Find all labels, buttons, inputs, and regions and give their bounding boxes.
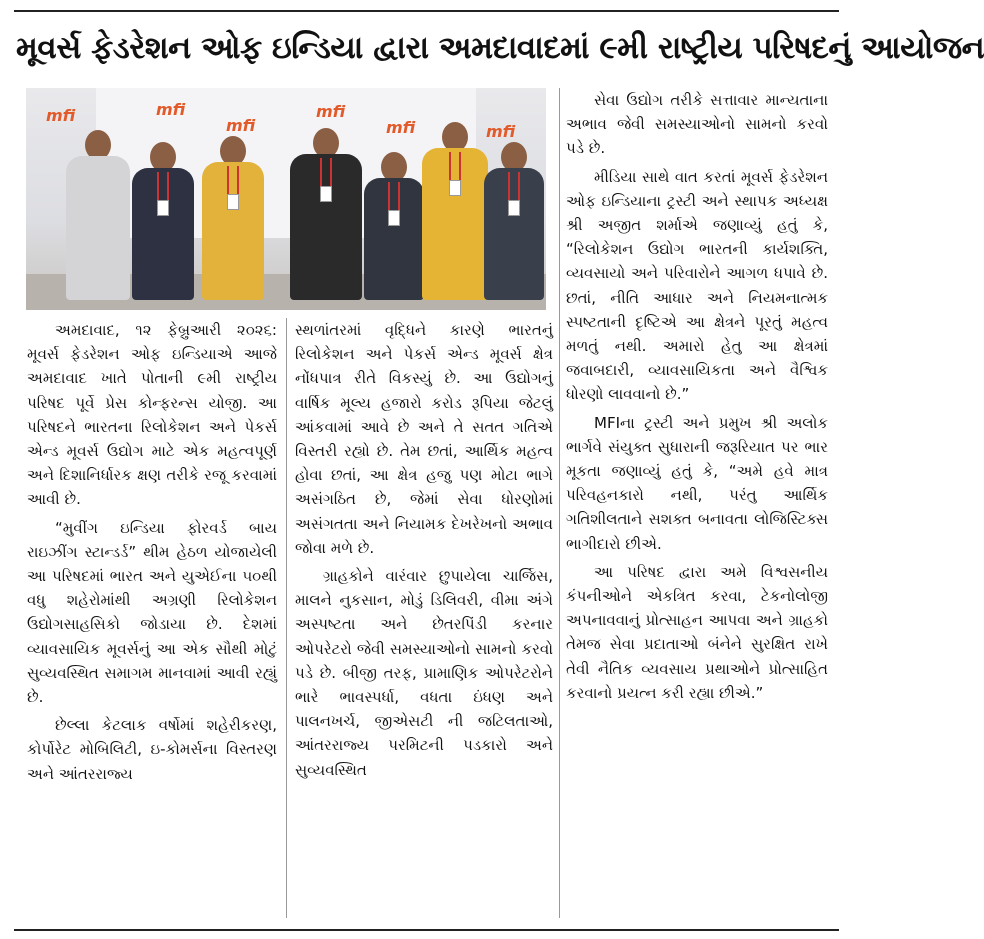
column-divider	[559, 88, 560, 918]
paragraph: આ પરિષદ દ્વારા અમે વિશ્વસનીય કંપનીઓને એકત્રિત કરવા, ટેકનોલોજી અપનાવવાનું પ્રોત્સાહન આપવા અને ગ્રાહકો તેમજ સેવા પ્રદાતાઓ બંનેને સુરક્ષિત રાખે તેવી નૈતિક વ્યવસાય પ્રથાઓને પ્રોત્સાહિત કરવાનો પ્રયત્ન કરી રહ્યા છીએ.”	[566, 562, 828, 702]
bottom-rule	[14, 929, 839, 931]
mfi-logo: mfi	[316, 102, 346, 121]
paragraph: “મુવીંગ ઇન્ડિયા ફોરવર્ડ બાય રાઇઝીંગ સ્ટાન્ડર્ડ” થીમ હેઠળ યોજાયેલી આ પરિષદમાં ભારત અને યુએઈના ૫૦થી વધુ શહેરોમાંથી અગ્રણી રિલોકેશન ઉદ્યોગસાહસિકો જોડાયા છે. દેશમાં વ્યાવસાયિક મૂવર્સનું આ એક સૌથી મોટું સુવ્યવસ્થિત સમાગમ માનવામાં આવી રહ્યું છે.	[27, 518, 277, 707]
person	[290, 128, 362, 300]
paragraph: MFIના ટ્રસ્ટી અને પ્રમુખ શ્રી અલોક ભાર્ગવે સંયુક્ત સુધારાની જરૂરિયાત પર ભાર મૂકતા જણાવ્યું હતું કે, “અમે હવે માત્ર પરિવહનકારો નથી, પરંતુ આર્થિક ગતિશીલતાને સશક્ત બનાવતા લોજિસ્ટિક્સ ભાગીદારો છીએ.	[566, 413, 828, 553]
mfi-logo: mfi	[386, 118, 416, 137]
person	[484, 142, 544, 300]
person	[364, 152, 424, 300]
mfi-logo: mfi	[226, 116, 256, 135]
mfi-logo: mfi	[486, 122, 516, 141]
paragraph: સ્થળાંતરમાં વૃદ્ધિને કારણે ભારતનું રિલોકેશન અને પેકર્સ એન્ડ મૂવર્સ ક્ષેત્ર નોંધપાત્ર રીતે વિકસ્યું છે. આ ઉદ્યોગનું વાર્ષિક મૂલ્ય હજારો કરોડ રૂપિયા જેટલું આંકવામાં આવે છે અને તે સતત ગતિએ વિસ્તરી રહ્યો છે. તેમ છતાં, આર્થિક મહત્વ હોવા છતાં, આ ક્ષેત્ર હજુ પણ મોટા ભાગે અસંગઠિત છે, જેમાં સેવા ધોરણોમાં અસંગતતા અને નિયામક દેખરેખનો અભાવ જોવા મળે છે.	[295, 321, 553, 557]
person	[422, 122, 488, 300]
paragraph: ગ્રાહકોને વારંવાર છુપાયેલા ચાર્જિસ, માલને નુકસાન, મોડું ડિલિવરી, વીમા અંગે અસ્પષ્ટતા અને છેતરપિંડી કરનાર ઓપરેટરો જેવી સમસ્યાઓનો સામનો કરવો પડે છે. બીજી તરફ, પ્રામાણિક ઓપરેટરોને ભારે ભાવસ્પર્ધા, વધતા ઇંધણ અને પાલનખર્ચ, જીએસટી ની જટિલતાઓ, આંતરરાજ્ય પરમિટની પડકારો અને સુવ્યવસ્થિત	[295, 567, 553, 779]
person	[132, 142, 194, 300]
article-column-2	[295, 318, 553, 786]
article-column-3	[566, 88, 828, 709]
paragraph: મીડિયા સાથે વાત કરતાં મૂવર્સ ફેડરેશન ઓફ ઇન્ડિયાના ટ્રસ્ટી અને સ્થાપક અધ્યક્ષ શ્રી અજીત શર્માએ જણાવ્યું હતું કે, “રિલોકેશન ઉદ્યોગ ભારતની કાર્યશક્તિ, વ્યવસાયો અને પરિવારોને આગળ ધપાવે છે. છતાં, નીતિ આધાર અને નિયમનાત્મક સ્પષ્ટતાની દૃષ્ટિએ આ ક્ષેત્રને પૂરતું મહત્વ મળતું નથી. અમારો હેતુ આ ક્ષેત્રમાં જવાબદારી, વ્યાવસાયિકતા અને વૈશ્વિક ધોરણો લાવવાનો છે.”	[566, 167, 828, 404]
press-conference-photo	[26, 88, 546, 310]
article-headline: મૂવર્સ ફેડરેશન ઓફ ઇન્ડિયા દ્વારા અમદાવાદમાં ૯મી રાષ્ટ્રીય પરિષદનું આયોજન	[16, 30, 984, 66]
top-rule	[14, 10, 839, 12]
person	[66, 130, 130, 300]
column-divider	[286, 318, 287, 918]
paragraph: સેવા ઉદ્યોગ તરીકે સત્તાવાર માન્યતાના અભાવ જેવી સમસ્યાઓનો સામનો કરવો પડે છે.	[566, 91, 828, 158]
paragraph: અમદાવાદ, ૧૨ ફેબ્રુઆરી ૨૦૨૬: મૂવર્સ ફેડરેશન ઓફ ઇન્ડિયાએ આજે અમદાવાદ ખાતે પોતાની ૯મી રાષ્ટ્રીય પરિષદ પૂર્વે પ્રેસ કોન્ફરન્સ યોજી. આ પરિષદને ભારતના રિલોકેશન અને પેકર્સ એન્ડ મૂવર્સ ઉદ્યોગ માટે એક મહત્વપૂર્ણ અને દિશાનિર્ધારક ક્ષણ તરીકે રજૂ કરવામાં આવી છે.	[27, 321, 277, 509]
person	[202, 136, 264, 300]
mfi-logo: mfi	[46, 106, 76, 125]
paragraph: છેલ્લા કેટલાક વર્ષોમાં શહેરીકરણ, કોર્પોરેટ મોબિલિટી, ઇ-કોમર્સના વિસ્તરણ અને આંતરરાજ્ય	[27, 716, 277, 783]
mfi-logo: mfi	[156, 100, 186, 119]
article-column-1	[27, 318, 277, 790]
